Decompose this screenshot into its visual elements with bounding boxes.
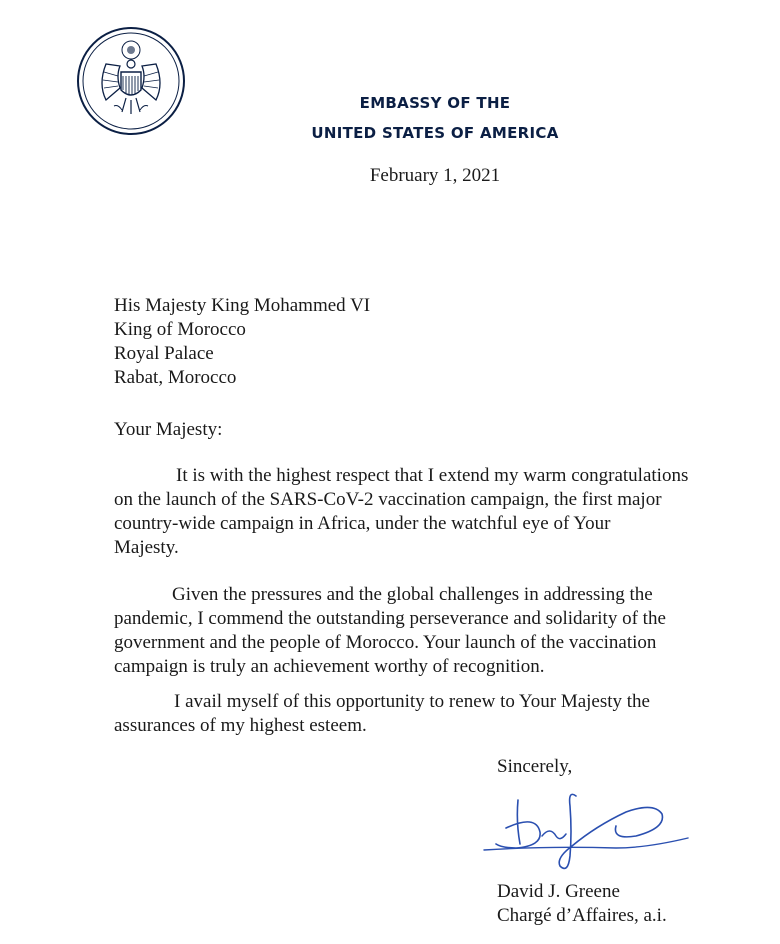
body-p2-line-2: pandemic, I commend the outstanding perseverance and solidarity of the bbox=[114, 608, 666, 629]
salutation: Your Majesty: bbox=[114, 419, 223, 440]
handwritten-signature bbox=[476, 786, 696, 876]
body-p1-line-4: Majesty. bbox=[114, 537, 179, 558]
recipient-line-1: His Majesty King Mohammed VI bbox=[114, 295, 371, 316]
recipient-line-3: Royal Palace bbox=[114, 343, 214, 364]
recipient-line-4: Rabat, Morocco bbox=[114, 367, 237, 388]
signatory-name: David J. Greene bbox=[497, 881, 620, 902]
body-p2-line-4: campaign is truly an achievement worthy of recognition. bbox=[114, 656, 545, 677]
body-p1-line-1: It is with the highest respect that I extend my warm congratulations bbox=[176, 465, 689, 486]
body-p3-line-1: I avail myself of this opportunity to renew to Your Majesty the bbox=[174, 691, 650, 712]
closing: Sincerely, bbox=[497, 756, 573, 777]
body-p1-line-3: country-wide campaign in Africa, under the watchful eye of Your bbox=[114, 513, 611, 534]
body-p1-line-2: on the launch of the SARS-CoV-2 vaccination campaign, the first major bbox=[114, 489, 662, 510]
letter-date: February 1, 2021 bbox=[369, 165, 501, 186]
signatory-title: Chargé d’Affaires, a.i. bbox=[497, 905, 667, 926]
body-p2-line-3: government and the people of Morocco. Your launch of the vaccination bbox=[114, 632, 657, 653]
letterhead-line-1: EMBASSY OF THE bbox=[359, 94, 511, 112]
body-p2-line-1: Given the pressures and the global challenges in addressing the bbox=[172, 584, 653, 605]
letterhead-line-2: UNITED STATES OF AMERICA bbox=[311, 124, 559, 142]
recipient-line-2: King of Morocco bbox=[114, 319, 246, 340]
body-p3-line-2: assurances of my highest esteem. bbox=[114, 715, 367, 736]
great-seal-icon bbox=[76, 26, 186, 136]
